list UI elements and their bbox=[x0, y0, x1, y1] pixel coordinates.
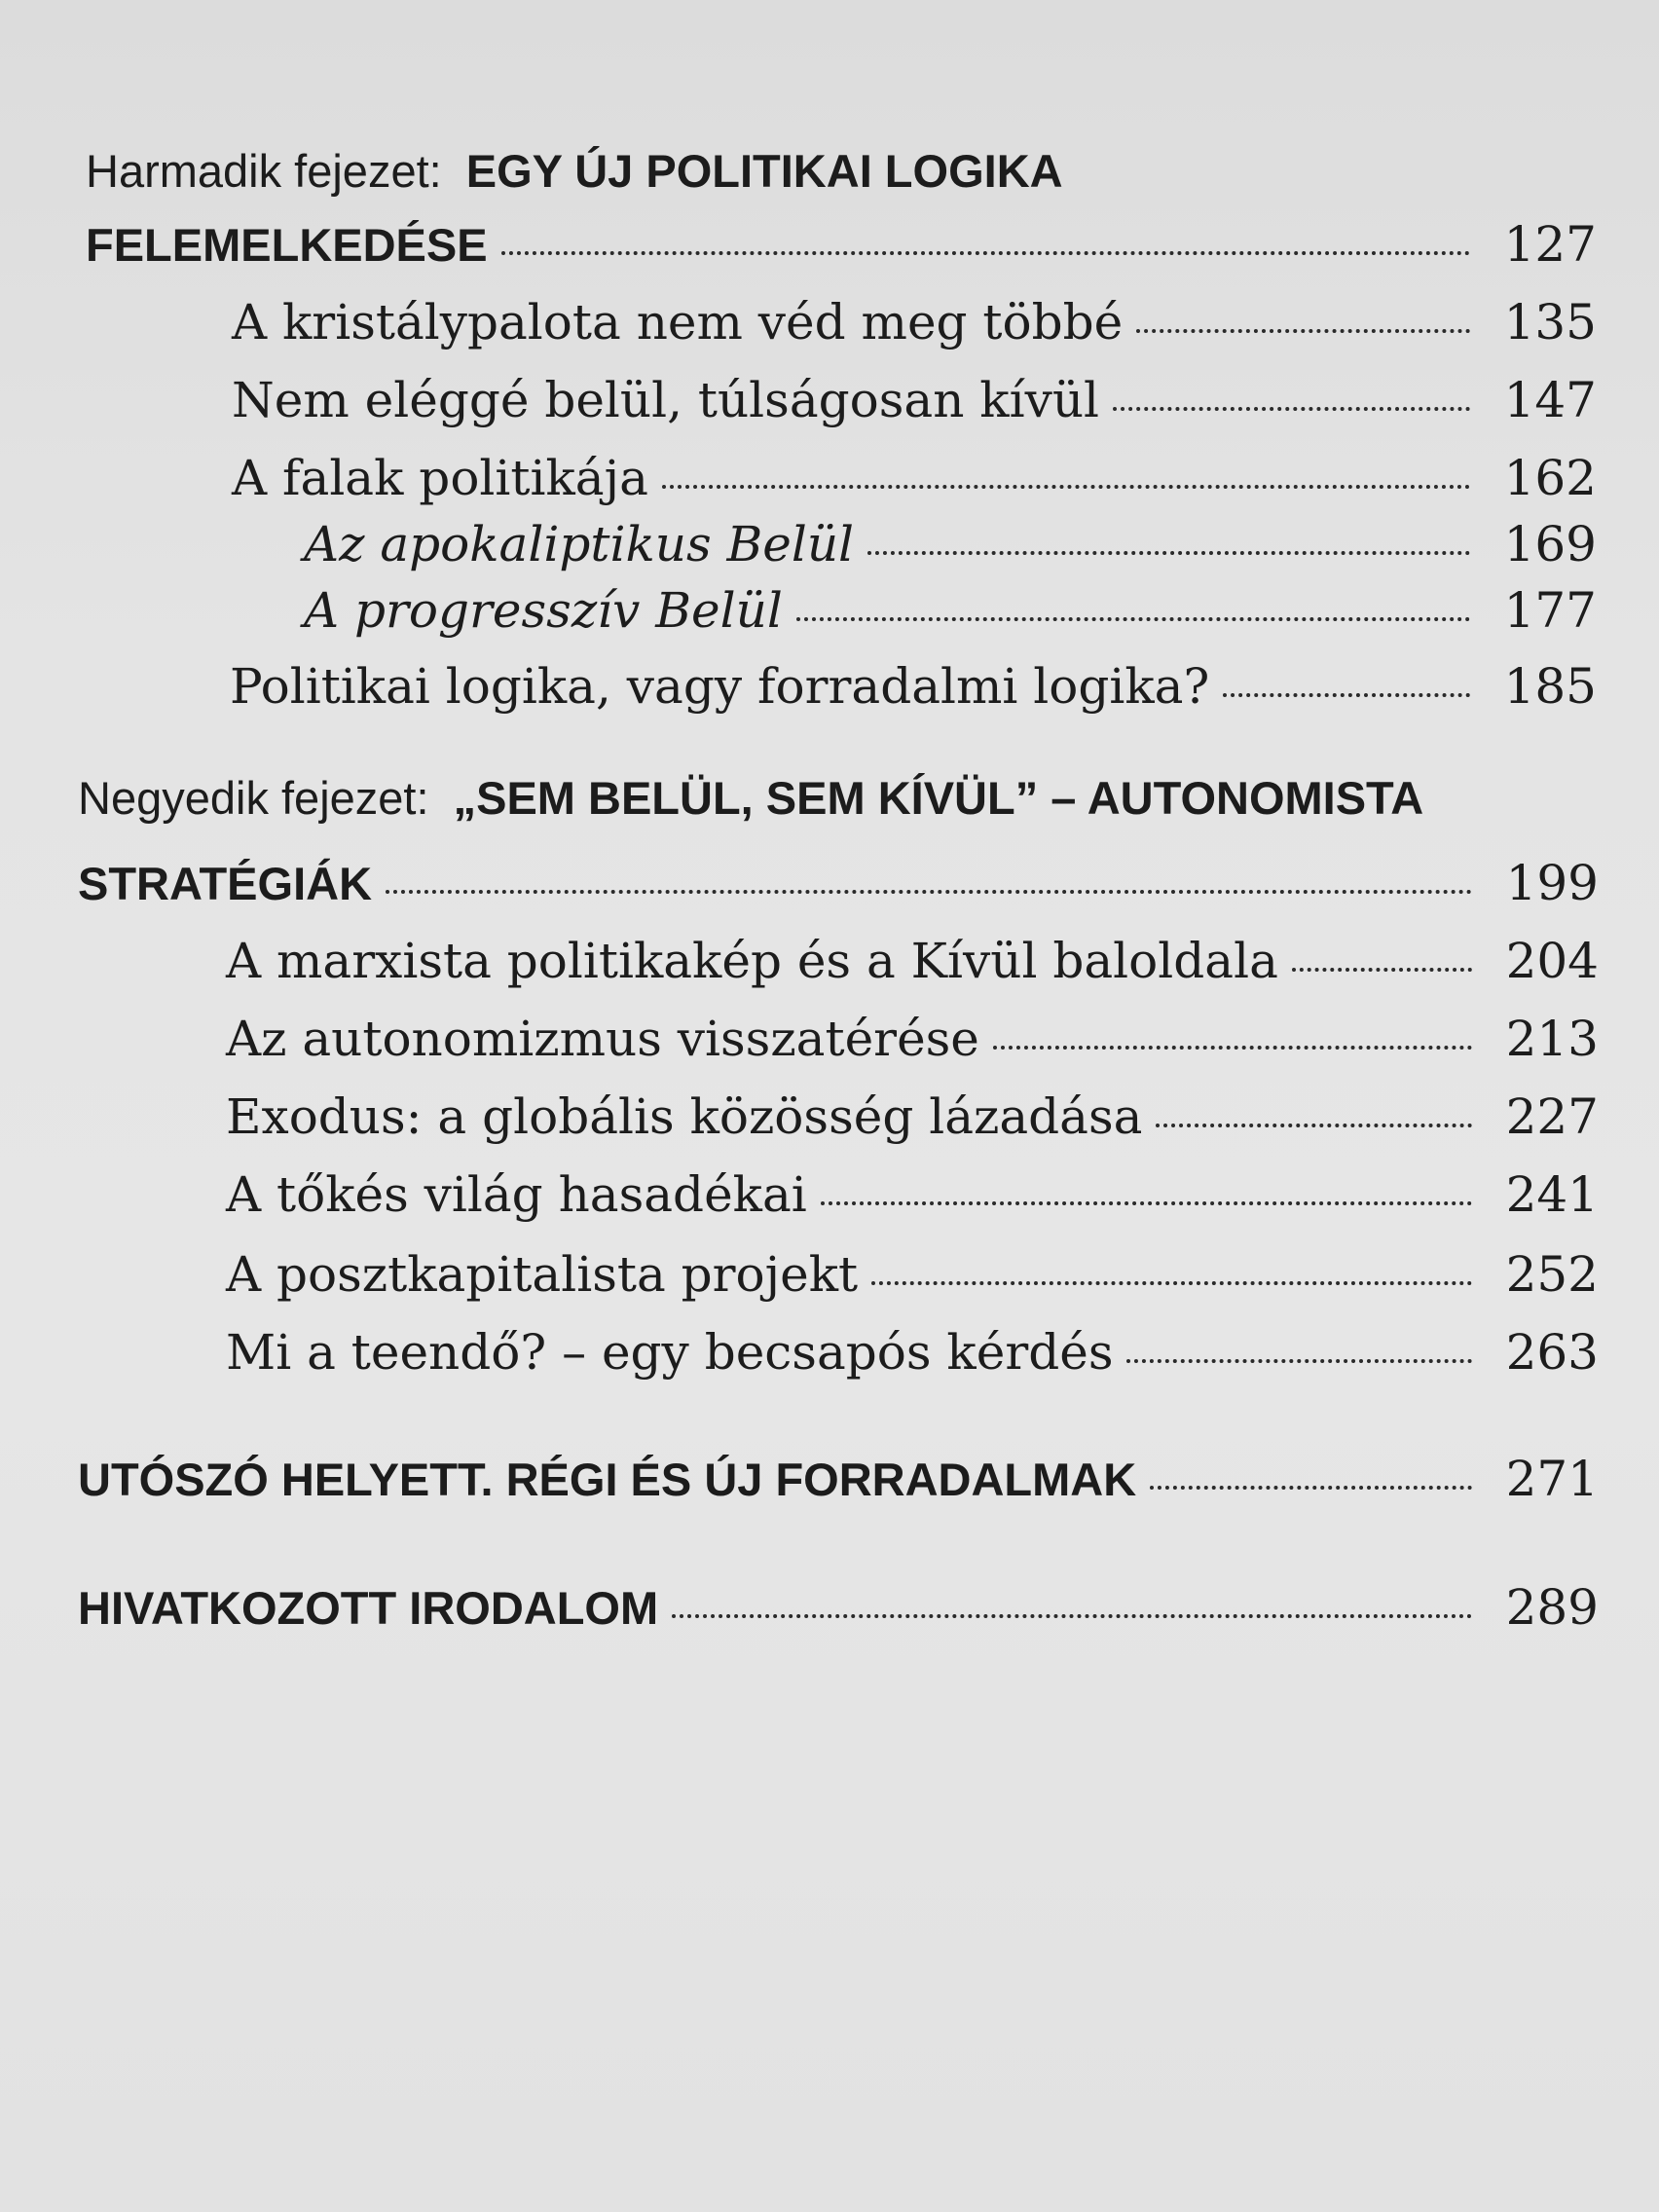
entry-page-number: 204 bbox=[1505, 933, 1599, 989]
entry-page-number: 241 bbox=[1505, 1166, 1599, 1223]
toc-entry-sub[interactable] bbox=[0, 516, 1659, 572]
chapter4-heading-line2[interactable] bbox=[0, 855, 1659, 911]
entry-page-number: 162 bbox=[1503, 450, 1597, 506]
dot-leader bbox=[871, 1281, 1472, 1285]
dot-leader bbox=[1292, 968, 1472, 972]
dot-leader bbox=[672, 1614, 1472, 1618]
entry-label: A marxista politikakép és a Kívül baloldala bbox=[226, 933, 1278, 989]
dot-leader bbox=[386, 890, 1472, 894]
entry-page-number: 135 bbox=[1503, 294, 1597, 350]
entry-page-number: 263 bbox=[1505, 1324, 1599, 1381]
references-label: HIVATKOZOTT IRODALOM bbox=[78, 1582, 659, 1634]
entry-page-number: 213 bbox=[1505, 1011, 1599, 1067]
dot-leader bbox=[1150, 1486, 1472, 1490]
chapter4-page-number: 199 bbox=[1505, 855, 1599, 911]
toc-entry[interactable] bbox=[0, 1246, 1659, 1303]
toc-entry[interactable] bbox=[0, 933, 1659, 989]
entry-label: A posztkapitalista projekt bbox=[226, 1246, 859, 1303]
chapter3-title-line1: EGY ÚJ POLITIKAI LOGIKA bbox=[465, 145, 1063, 197]
toc-entry-sub[interactable] bbox=[0, 582, 1659, 639]
entry-label: A kristálypalota nem véd meg többé bbox=[232, 294, 1124, 350]
toc-entry[interactable] bbox=[0, 450, 1659, 506]
chapter3-heading-line2[interactable] bbox=[0, 216, 1659, 273]
chapter3-title-line2: FELEMELKEDÉSE bbox=[86, 219, 488, 271]
dot-leader bbox=[1136, 329, 1470, 333]
entry-label: Mi a teendő? – egy becsapós kérdés bbox=[226, 1324, 1114, 1381]
entry-page-number: 252 bbox=[1505, 1246, 1599, 1303]
entry-page-number: 227 bbox=[1505, 1088, 1599, 1145]
dot-leader bbox=[1223, 693, 1470, 697]
entry-label: Exodus: a globális közösség lázadása bbox=[226, 1088, 1143, 1145]
chapter4-title-line1: „SEM BELÜL, SEM KÍVÜL” – AUTONOMISTA bbox=[453, 772, 1424, 824]
entry-label: Nem eléggé belül, túlságosan kívül bbox=[232, 372, 1100, 428]
entry-label: Az apokaliptikus Belül bbox=[304, 516, 855, 572]
dot-leader bbox=[501, 251, 1470, 255]
toc-references[interactable] bbox=[0, 1579, 1659, 1636]
toc-entry[interactable] bbox=[0, 1088, 1659, 1145]
entry-page-number: 169 bbox=[1503, 516, 1597, 572]
toc-entry[interactable] bbox=[0, 1324, 1659, 1381]
references-page-number: 289 bbox=[1505, 1579, 1599, 1636]
epilogue-label: UTÓSZÓ HELYETT. RÉGI ÉS ÚJ FORRADALMAK bbox=[78, 1454, 1137, 1505]
entry-label: A progresszív Belül bbox=[304, 582, 783, 639]
entry-label: Az autonomizmus visszatérése bbox=[226, 1011, 979, 1067]
toc-entry[interactable] bbox=[0, 1166, 1659, 1223]
dot-leader bbox=[821, 1201, 1472, 1205]
entry-label: Politikai logika, vagy forradalmi logika? bbox=[230, 658, 1210, 715]
entry-label: A tőkés világ hasadékai bbox=[226, 1166, 807, 1223]
dot-leader bbox=[993, 1046, 1472, 1050]
entry-page-number: 185 bbox=[1503, 658, 1597, 715]
entry-page-number: 177 bbox=[1503, 582, 1597, 639]
chapter3-prefix: Harmadik fejezet: bbox=[86, 145, 442, 197]
dot-leader bbox=[867, 551, 1470, 555]
dot-leader bbox=[1126, 1359, 1472, 1363]
toc-epilogue[interactable] bbox=[0, 1451, 1659, 1507]
toc-entry[interactable] bbox=[0, 1011, 1659, 1067]
chapter4-prefix: Negyedik fejezet: bbox=[78, 772, 429, 824]
chapter3-heading-line1 bbox=[86, 144, 1063, 198]
toc-entry[interactable] bbox=[0, 372, 1659, 428]
dot-leader bbox=[1156, 1124, 1472, 1127]
toc-entry[interactable] bbox=[0, 658, 1659, 715]
epilogue-page-number: 271 bbox=[1505, 1451, 1599, 1507]
dot-leader bbox=[662, 485, 1470, 489]
chapter3-page-number: 127 bbox=[1503, 216, 1597, 273]
toc-entry[interactable] bbox=[0, 294, 1659, 350]
chapter4-heading-line1 bbox=[78, 771, 1423, 825]
chapter4-title-line2: STRATÉGIÁK bbox=[78, 858, 373, 909]
entry-page-number: 147 bbox=[1503, 372, 1597, 428]
dot-leader bbox=[1113, 407, 1470, 411]
entry-label: A falak politikája bbox=[232, 450, 648, 506]
dot-leader bbox=[796, 617, 1470, 621]
